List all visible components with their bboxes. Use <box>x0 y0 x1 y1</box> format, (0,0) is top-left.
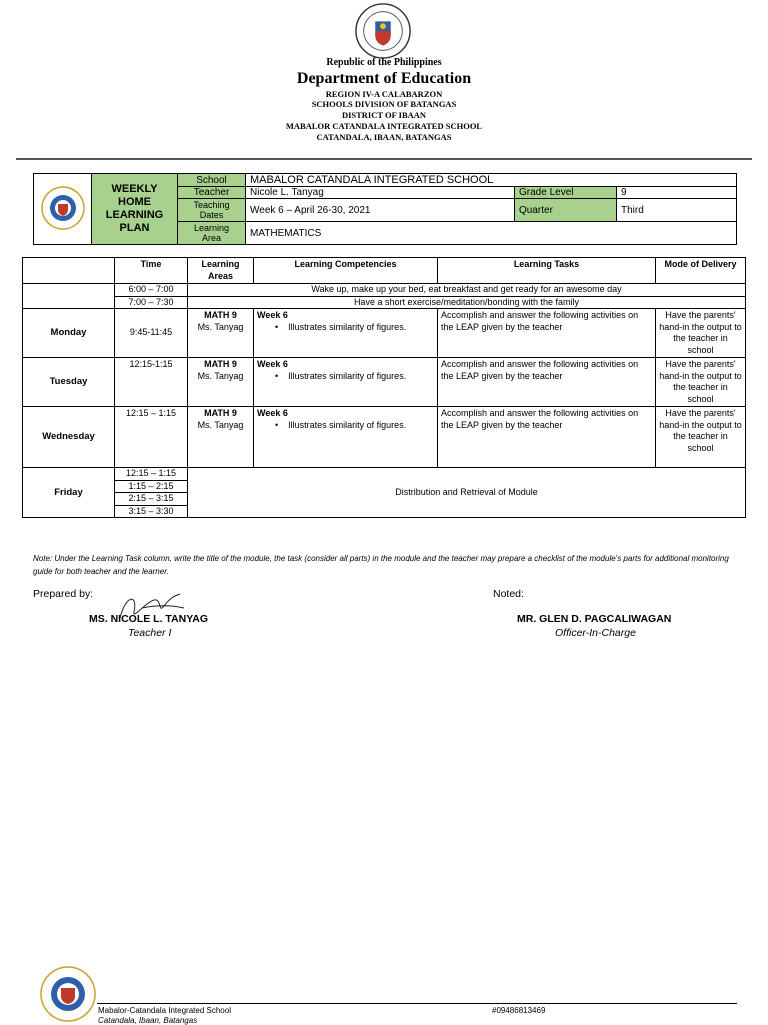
time-cell: 1:15 – 2:15 <box>115 480 188 493</box>
time-cell: 3:15 – 3:30 <box>115 505 188 518</box>
header-competencies: Learning Competencies <box>254 258 438 284</box>
teacher-label: Teacher <box>178 187 246 199</box>
header-divider <box>16 158 752 160</box>
header-day <box>23 258 115 284</box>
school-value: MABALOR CATANDALA INTEGRATED SCHOOL <box>246 174 737 187</box>
day-tuesday: Tuesday <box>23 358 115 407</box>
grade-label: Grade Level <box>515 187 617 199</box>
header-mode: Mode of Delivery <box>656 258 746 284</box>
header-tasks: Learning Tasks <box>438 258 656 284</box>
grade-value: 9 <box>617 187 737 199</box>
school-label: School <box>178 174 246 187</box>
area-value: MATHEMATICS <box>246 222 737 245</box>
day-friday: Friday <box>23 468 115 518</box>
competency-cell: Week 6 • Illustrates similarity of figures. <box>254 358 438 407</box>
time-cell: 12:15 – 1:15 <box>115 468 188 481</box>
address-line: CATANDALA, IBAAN, BATANGAS <box>316 132 452 142</box>
routine-row <box>23 296 746 309</box>
task-cell: Accomplish and answer the following activities on the LEAP given by the teacher <box>438 309 656 358</box>
task-cell: Accomplish and answer the following activities on the LEAP given by the teacher <box>438 358 656 407</box>
area-cell: MATH 9 Ms. Tanyag <box>188 309 254 358</box>
day-monday: Monday <box>23 309 115 358</box>
footer-address: Catandala, Ibaan, Batangas <box>98 1016 198 1025</box>
header-areas: Learning Areas <box>188 258 254 284</box>
plan-info-table <box>33 173 737 245</box>
noted-title: Officer-In-Charge <box>555 627 636 639</box>
school-seal-logo <box>41 186 85 230</box>
footer-school-logo <box>40 966 96 1022</box>
routine-row <box>23 284 746 297</box>
footer-phone: #09486813469 <box>492 1006 546 1015</box>
prepared-label: Prepared by: <box>33 588 94 600</box>
footer-school: Mabalor-Catandala Integrated School <box>98 1006 231 1015</box>
dates-label: Teaching Dates <box>178 199 246 222</box>
schedule-table <box>22 257 746 518</box>
schedule-row-friday <box>23 468 746 481</box>
teacher-value: Nicole L. Tanyag <box>246 187 515 199</box>
quarter-label: Quarter <box>515 199 617 222</box>
quarter-value: Third <box>617 199 737 222</box>
area-cell: MATH 9 Ms. Tanyag <box>188 407 254 468</box>
region-line: REGION IV-A CALABARZON <box>325 89 443 99</box>
noted-name: MR. GLEN D. PAGCALIWAGAN <box>517 613 672 625</box>
friday-activity: Distribution and Retrieval of Module <box>188 468 746 518</box>
dates-value: Week 6 – April 26-30, 2021 <box>246 199 515 222</box>
routine-text: Have a short exercise/meditation/bonding with the family <box>188 296 746 309</box>
time-cell: 12:15-1:15 <box>115 358 188 407</box>
prepared-title: Teacher I <box>128 627 172 639</box>
day-wednesday: Wednesday <box>23 407 115 468</box>
mode-cell: Have the parents' hand-in the output to the teacher in school <box>656 358 746 407</box>
competency-cell: Week 6 • Illustrates similarity of figures. <box>254 309 438 358</box>
note-text: Note: Under the Learning Task column, write the title of the module, the task (consider all parts) in the module and the teacher may prepare a checklist of the module's parts for additional monitoring guide for both teacher and the learner. <box>33 554 729 576</box>
area-cell: MATH 9 Ms. Tanyag <box>188 358 254 407</box>
deped-seal-logo <box>354 2 412 60</box>
schedule-row-tuesday <box>23 358 746 407</box>
republic-line: Republic of the Philippines <box>326 57 442 68</box>
time-cell: 2:15 – 3:15 <box>115 493 188 506</box>
noted-label: Noted: <box>493 588 524 600</box>
routine-time: 6:00 – 7:00 <box>115 284 188 297</box>
routine-text: Wake up, make up your bed, eat breakfast and get ready for an awesome day <box>188 284 746 297</box>
competency-cell: Week 6 • Illustrates similarity of figures. <box>254 407 438 468</box>
prepared-name: MS. NICOLE L. TANYAG <box>89 613 209 625</box>
district-line: DISTRICT OF IBAAN <box>341 110 427 120</box>
school-logo-cell <box>34 174 92 245</box>
routine-time: 7:00 – 7:30 <box>115 296 188 309</box>
time-cell: 12:15 – 1:15 <box>115 407 188 468</box>
schedule-row-monday <box>23 309 746 358</box>
school-line: MABALOR CATANDALA INTEGRATED SCHOOL <box>285 121 483 131</box>
mode-cell: Have the parents' hand-in the output to the teacher in school <box>656 407 746 468</box>
department-title: Department of Education <box>296 70 472 87</box>
schedule-header-row <box>23 258 746 284</box>
mode-cell: Have the parents' hand-in the output to the teacher in school <box>656 309 746 358</box>
task-cell: Accomplish and answer the following activities on the LEAP given by the teacher <box>438 407 656 468</box>
header-time: Time <box>115 258 188 284</box>
time-cell: 9:45-11:45 <box>115 309 188 358</box>
plan-title: WEEKLY HOME LEARNING PLAN <box>92 174 178 245</box>
division-line: SCHOOLS DIVISION OF BATANGAS <box>311 99 457 109</box>
footer-divider <box>97 1003 737 1004</box>
area-label: Learning Area <box>178 222 246 245</box>
schedule-row-wednesday <box>23 407 746 468</box>
